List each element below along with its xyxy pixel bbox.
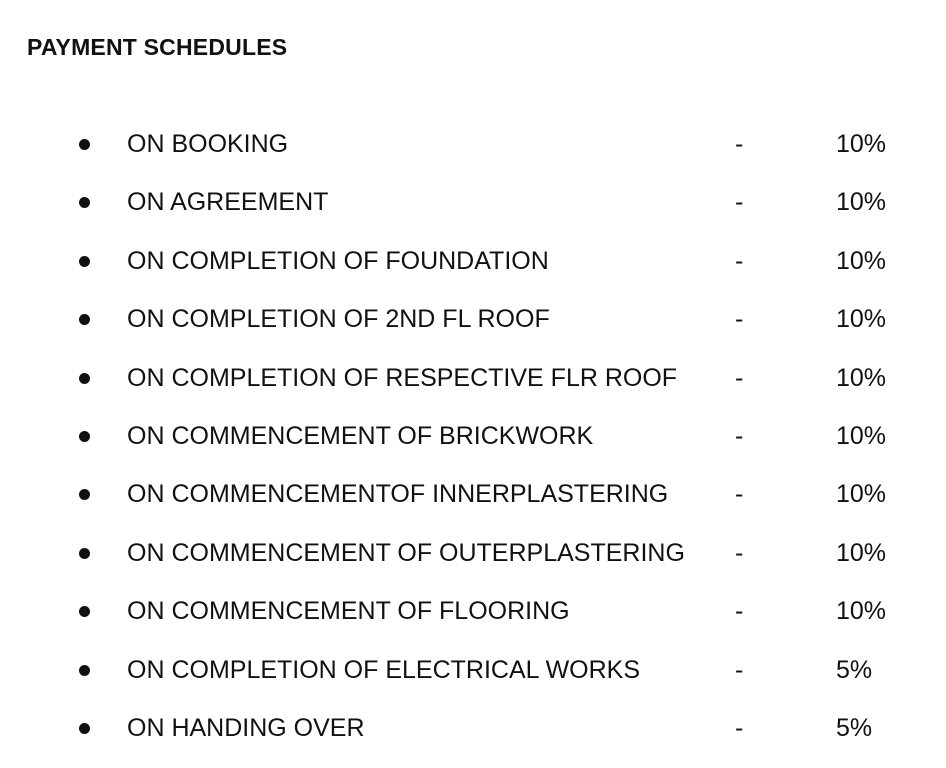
schedule-item-label: ON COMPLETION OF FOUNDATION bbox=[127, 246, 549, 275]
schedule-item-label: ON BOOKING bbox=[127, 130, 289, 158]
list-item bbox=[0, 536, 946, 594]
list-item bbox=[0, 302, 946, 360]
schedule-item-label: ON COMMENCEMENTOF INNERPLASTERING bbox=[127, 480, 669, 509]
schedule-item-separator: - bbox=[735, 597, 744, 626]
schedule-item-label: ON COMMENCEMENT OF BRICKWORK bbox=[127, 421, 594, 450]
schedule-item-label: ON HANDING OVER bbox=[127, 713, 365, 742]
list-item bbox=[0, 653, 946, 711]
schedule-item-label: ON AGREEMENT bbox=[127, 188, 329, 217]
list-item bbox=[0, 361, 946, 419]
schedule-item-separator: - bbox=[735, 421, 744, 450]
list-item bbox=[0, 477, 946, 535]
schedule-item-label: ON COMMENCEMENT OF OUTERPLASTERING bbox=[127, 538, 685, 567]
bullet-dot-icon bbox=[79, 665, 90, 676]
schedule-item-separator: - bbox=[735, 188, 744, 217]
schedule-item-percent: 10% bbox=[836, 305, 887, 334]
schedule-item-label: ON COMMENCEMENT OF FLOORING bbox=[127, 597, 570, 626]
schedule-item-percent: 5% bbox=[836, 655, 873, 684]
bullet-dot-icon bbox=[79, 723, 90, 734]
list-item bbox=[0, 711, 946, 768]
bullet-dot-icon bbox=[79, 139, 90, 150]
schedule-item-separator: - bbox=[735, 538, 744, 567]
schedule-item-percent: 10% bbox=[836, 363, 887, 392]
list-item bbox=[0, 419, 946, 477]
schedule-item-separator: - bbox=[735, 363, 744, 392]
bullet-dot-icon bbox=[79, 197, 90, 208]
schedule-item-percent: 10% bbox=[836, 597, 887, 626]
bullet-dot-icon bbox=[79, 256, 90, 267]
list-item bbox=[0, 244, 946, 302]
schedule-item-percent: 10% bbox=[836, 421, 887, 450]
schedule-item-percent: 10% bbox=[836, 188, 887, 217]
bullet-dot-icon bbox=[79, 314, 90, 325]
schedule-item-separator: - bbox=[735, 713, 744, 742]
page-title: PAYMENT SCHEDULES bbox=[27, 34, 288, 60]
list-item bbox=[0, 127, 946, 185]
schedule-item-label: ON COMPLETION OF RESPECTIVE FLR ROOF bbox=[127, 363, 678, 392]
schedule-item-percent: 10% bbox=[836, 480, 887, 509]
schedule-item-percent: 10% bbox=[836, 538, 887, 567]
schedule-item-label: ON COMPLETION OF 2ND FL ROOF bbox=[127, 305, 550, 334]
schedule-item-label: ON COMPLETION OF ELECTRICAL WORKS bbox=[127, 655, 641, 684]
bullet-dot-icon bbox=[79, 431, 90, 442]
list-item bbox=[0, 185, 946, 243]
list-item bbox=[0, 594, 946, 652]
schedule-item-separator: - bbox=[735, 480, 744, 509]
schedule-item-percent: 10% bbox=[836, 130, 887, 158]
bullet-dot-icon bbox=[79, 373, 90, 384]
schedule-item-separator: - bbox=[735, 655, 744, 684]
schedule-item-separator: - bbox=[735, 130, 744, 158]
bullet-dot-icon bbox=[79, 489, 90, 500]
bullet-dot-icon bbox=[79, 606, 90, 617]
schedule-item-separator: - bbox=[735, 246, 744, 275]
schedule-item-percent: 10% bbox=[836, 246, 887, 275]
schedule-item-separator: - bbox=[735, 305, 744, 334]
payment-schedule-list bbox=[0, 127, 946, 768]
bullet-dot-icon bbox=[79, 548, 90, 559]
schedule-item-percent: 5% bbox=[836, 713, 873, 742]
